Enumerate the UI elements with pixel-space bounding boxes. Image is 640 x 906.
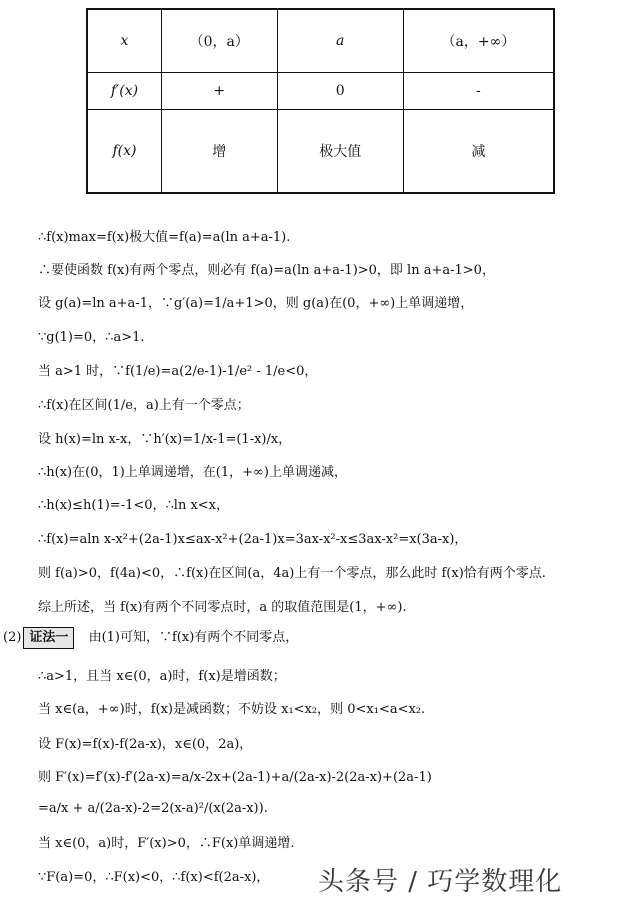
proof-line: ∴要使函数 f(x)有两个零点，则必有 f(a)=a(ln a+a-1)>0，即 ln a+a-1>0， xyxy=(38,263,495,278)
table-row xyxy=(87,73,554,110)
table-cell: 极大值 xyxy=(277,110,403,194)
proof-line: 设 F(x)=f(x)-f(2a-x)，x∈(0，2a)， xyxy=(38,737,253,752)
proof-line: 则 f(a)>0，f(4a)<0，∴f(x)在区间(a，4a)上有一个零点，那么此时 f(x)恰有两个零点. xyxy=(38,566,546,581)
table-cell: 增 xyxy=(161,110,277,194)
table-cell: - xyxy=(403,73,554,110)
variation-table xyxy=(86,8,555,194)
table-cell: 0 xyxy=(277,73,403,110)
watermark-text: 头条号 / 巧学数理化 xyxy=(318,867,563,897)
proof-line: ∴a>1，且当 x∈(0，a)时，f(x)是增函数； xyxy=(38,669,286,684)
proof-line: 当 x∈(0，a)时，F′(x)>0，∴F(x)单调递增. xyxy=(38,836,295,851)
proof-line: 当 x∈(a，+∞)时，f(x)是减函数；不妨设 x₁<x₂，则 0<x₁<a<x₂. xyxy=(38,702,426,717)
proof-line: 设 h(x)=ln x-x，∵h′(x)=1/x-1=(1-x)/x， xyxy=(38,432,292,447)
solution-number: (2) xyxy=(3,630,22,645)
table-row xyxy=(87,9,554,73)
table-cell: a xyxy=(277,9,403,73)
proof-line: ∵g(1)=0，∴a>1. xyxy=(38,330,145,345)
proof-line: ∴h(x)在(0，1)上单调递增，在(1，+∞)上单调递减， xyxy=(38,465,347,480)
proof-line: 当 a>1 时，∵f(1/e)=a(2/e-1)-1/e² - 1/e<0， xyxy=(38,364,318,379)
table-cell: + xyxy=(161,73,277,110)
proof-line: 综上所述，当 f(x)有两个不同零点时，a 的取值范围是(1，+∞). xyxy=(38,600,407,615)
table-row xyxy=(87,110,554,194)
table-cell: 减 xyxy=(403,110,554,194)
table-cell: f′(x) xyxy=(87,73,161,110)
variation-table-container xyxy=(86,8,555,184)
solution-intro: 由(1)可知，∵f(x)有两个不同零点， xyxy=(88,630,299,645)
solution-heading xyxy=(3,627,298,649)
proof-line: =a/x + a/(2a-x)-2=2(x-a)²/(x(2a-x)). xyxy=(38,801,268,816)
proof-line: ∵F(a)=0，∴F(x)<0，∴f(x)<f(2a-x)， xyxy=(38,870,270,885)
proof-line: ∴f(x)=aln x-x²+(2a-1)x≤ax-x²+(2a-1)x=3ax-x²-x≤3ax-x²=x(3a-x)， xyxy=(38,532,468,547)
table-cell: （0，a） xyxy=(161,9,277,73)
table-cell: f(x) xyxy=(87,110,161,194)
solution-method-label: 证法一 xyxy=(23,627,74,649)
proof-line: ∴f(x)max=f(x)极大值=f(a)=a(ln a+a-1). xyxy=(38,230,291,245)
table-cell: （a，+∞） xyxy=(403,9,554,73)
proof-line: 则 F′(x)=f′(x)-f′(2a-x)=a/x-2x+(2a-1)+a/(2a-x)-2(2a-x)+(2a-1) xyxy=(38,770,432,785)
table-cell: x xyxy=(87,9,161,73)
proof-line: ∴h(x)≤h(1)=-1<0，∴ln x<x， xyxy=(38,498,230,513)
proof-line: ∴f(x)在区间(1/e，a)上有一个零点； xyxy=(38,398,250,413)
proof-line: 设 g(a)=ln a+a-1，∵g′(a)=1/a+1>0，则 g(a)在(0，+∞)上单调递增， xyxy=(38,296,474,311)
